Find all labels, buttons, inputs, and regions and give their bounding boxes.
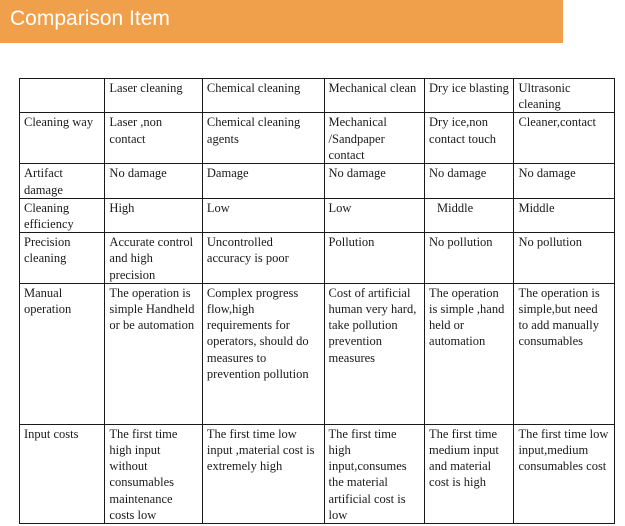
comparison-table: [19, 78, 615, 524]
table-cell: No damage: [105, 164, 202, 198]
table-cell: The first time low input,medium consumables cost: [514, 424, 615, 523]
table-cell: No pollution: [425, 233, 514, 284]
page-title: Comparison Item: [10, 7, 170, 30]
table-cell: The operation is simple,but need to add manually consumables: [514, 283, 615, 424]
table-cell: Cleaner,contact: [514, 113, 615, 164]
table-cell: Complex progress flow,high requirements for operators, should do measures to prevention pollution: [202, 283, 324, 424]
table-cell: Uncontrolled accuracy is poor: [202, 233, 324, 284]
table-cell: Damage: [202, 164, 324, 198]
table-cell: Pollution: [324, 233, 425, 284]
row-label-cell: Manual operation: [20, 283, 105, 424]
table-cell: Chemical cleaning agents: [202, 113, 324, 164]
table-cell: No damage: [324, 164, 425, 198]
row-label-cell: Cleaning way: [20, 113, 105, 164]
table-cell: No damage: [425, 164, 514, 198]
header-cell-dry-ice: Dry ice blasting: [425, 79, 514, 113]
table-cell: Middle: [425, 198, 514, 232]
table-cell: Dry ice,non contact touch: [425, 113, 514, 164]
row-label-cell: Precision cleaning: [20, 233, 105, 284]
row-label-cell: Artifact damage: [20, 164, 105, 198]
table-row: [20, 113, 615, 164]
table-cell: Accurate control and high precision: [105, 233, 202, 284]
header-cell-laser: Laser cleaning: [105, 79, 202, 113]
table-row: [20, 164, 615, 198]
table-cell: Cost of artificial human very hard, take pollution prevention measures: [324, 283, 425, 424]
table-cell: The first time high input without consumables maintenance costs low: [105, 424, 202, 523]
row-label-cell: Input costs: [20, 424, 105, 523]
header-cell-ultrasonic: Ultrasonic cleaning: [514, 79, 615, 113]
title-banner: [0, 0, 563, 43]
table-cell: The operation is simple Handheld or be automation: [105, 283, 202, 424]
header-cell-chemical: Chemical cleaning: [202, 79, 324, 113]
table-cell: Low: [324, 198, 425, 232]
table-cell: Laser ,non contact: [105, 113, 202, 164]
table-cell: Mechanical /Sandpaper contact: [324, 113, 425, 164]
header-cell-empty: [20, 79, 105, 113]
table-cell: The operation is simple ,hand held or automation: [425, 283, 514, 424]
table-header-row: [20, 79, 615, 113]
table-row: [20, 424, 615, 523]
table-cell: Middle: [514, 198, 615, 232]
table-cell: The first time low input ,material cost is extremely high: [202, 424, 324, 523]
table-cell: The first time medium input and material cost is high: [425, 424, 514, 523]
table-cell: No damage: [514, 164, 615, 198]
row-label-cell: Cleaning efficiency: [20, 198, 105, 232]
table-row: [20, 233, 615, 284]
table-cell: The first time high input,consumes the material artificial cost is low: [324, 424, 425, 523]
header-cell-mechanical: Mechanical clean: [324, 79, 425, 113]
table-row: [20, 283, 615, 424]
table-cell: High: [105, 198, 202, 232]
table-cell: No pollution: [514, 233, 615, 284]
table-row: [20, 198, 615, 232]
table-cell: Low: [202, 198, 324, 232]
